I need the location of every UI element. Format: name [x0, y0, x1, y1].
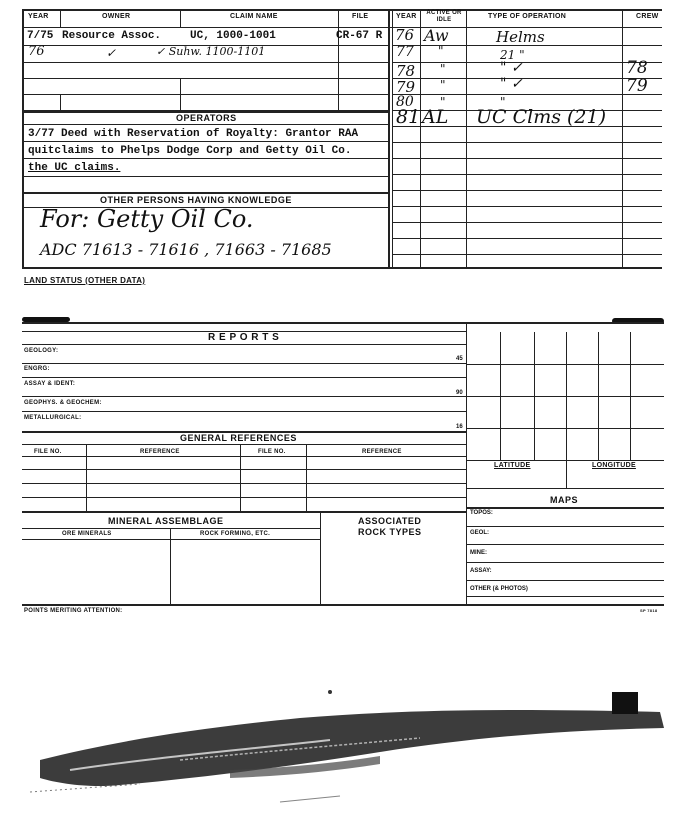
col-crew: CREW — [636, 13, 659, 20]
scan-shadow — [0, 660, 678, 817]
maps-title: MAPS — [550, 495, 579, 505]
points-label: POINTS MERITING ATTENTION: — [24, 608, 123, 614]
op-type: Helms — [496, 28, 545, 46]
col-year: YEAR — [28, 13, 49, 20]
report-num: 90 — [456, 390, 463, 396]
report-label: METALLURGICAL: — [24, 415, 82, 421]
map-geol-label: GEOL: — [470, 530, 489, 536]
report-num: 45 — [456, 356, 463, 362]
col-active-idle: ACTIVE OR IDLE — [426, 10, 462, 23]
operators-line: 3/77 Deed with Reservation of Royalty: Grantor RAA — [28, 128, 359, 140]
op-crew: 78 — [626, 58, 648, 78]
owner-name: Resource Assoc. — [62, 30, 162, 42]
form-number: SP 7818 — [640, 608, 658, 613]
report-label: GEOLOGY: — [24, 348, 59, 354]
knowledge-line: ADC 71613 - 71616 , 71663 - 71685 — [40, 240, 332, 259]
knowledge-title: OTHER PERSONS HAVING KNOWLEDGE — [100, 195, 292, 205]
operators-line: the UC claims. — [28, 162, 121, 174]
owner-year: 76 — [28, 44, 45, 59]
op-active: " — [440, 95, 446, 109]
claim-name: UC, 1000-1001 — [190, 30, 276, 42]
op-active: " — [438, 44, 444, 58]
left-border — [22, 9, 24, 267]
report-label: ASSAY & IDENT: — [24, 381, 76, 387]
op-year: 78 — [396, 62, 416, 80]
op-active: AL — [422, 106, 449, 128]
ref-col-file-no: FILE NO. — [34, 449, 62, 455]
op-active: Aw — [424, 26, 449, 45]
op-active: " — [440, 62, 446, 76]
operators-title: OPERATORS — [176, 113, 237, 123]
mineral-col-rock: ROCK FORMING, ETC. — [200, 531, 271, 537]
report-label: GEOPHYS. & GEOCHEM: — [24, 400, 102, 406]
general-references-title: GENERAL REFERENCES — [180, 433, 297, 443]
col-claim-name: CLAIM NAME — [230, 13, 278, 20]
owner-name: ✓ — [106, 46, 117, 60]
longitude-label: LONGITUDE — [592, 462, 636, 469]
map-assay-label: ASSAY: — [470, 568, 492, 574]
col-owner: OWNER — [102, 13, 131, 20]
mineral-title: MINERAL ASSEMBLAGE — [108, 516, 224, 526]
ref-col-reference: REFERENCE — [140, 449, 180, 455]
op-year: 76 — [395, 26, 415, 44]
map-other-label: OTHER (& PHOTOS) — [470, 586, 528, 592]
op-type: 21 " — [500, 48, 525, 62]
owner-year: 7/75 — [27, 30, 54, 42]
map-topos-label: TOPOS: — [470, 510, 493, 516]
reports-title: R E P O R T S — [208, 332, 280, 343]
col-file: FILE — [352, 13, 369, 20]
op-type: UC Clms (21) — [476, 106, 607, 128]
land-status-label: LAND STATUS (OTHER DATA) — [24, 276, 146, 285]
op-type: " ✓ — [500, 60, 523, 76]
col-year-ops: YEAR — [396, 13, 417, 20]
map-mine-label: MINE: — [470, 550, 487, 556]
file-ref: CR-67 R — [336, 30, 383, 42]
ref-col-file-no: FILE NO. — [258, 449, 286, 455]
mineral-col-ore: ORE MINERALS — [62, 531, 112, 537]
operators-line: quitclaims to Phelps Dodge Corp and Getty Oil Co. — [28, 145, 352, 157]
op-year: 77 — [396, 44, 414, 60]
col-type-operation: TYPE OF OPERATION — [488, 13, 567, 20]
knowledge-line: For: Getty Oil Co. — [40, 205, 254, 233]
op-year: 80 — [396, 94, 414, 110]
op-crew: 79 — [626, 76, 648, 96]
report-label: ENGRG: — [24, 366, 50, 372]
op-type: " ✓ — [500, 76, 523, 92]
report-num: 16 — [456, 424, 463, 430]
claim-name: ✓ Suhw. 1100-1101 — [156, 45, 266, 58]
latitude-label: LATITUDE — [494, 462, 531, 469]
ref-col-reference: REFERENCE — [362, 449, 402, 455]
assoc-rock-title: ASSOCIATED — [358, 516, 422, 526]
op-active: " — [440, 78, 446, 92]
op-year: 79 — [396, 78, 416, 96]
op-type: " — [500, 95, 506, 109]
assoc-rock-title: ROCK TYPES — [358, 527, 422, 537]
op-year: 81 — [396, 106, 421, 128]
